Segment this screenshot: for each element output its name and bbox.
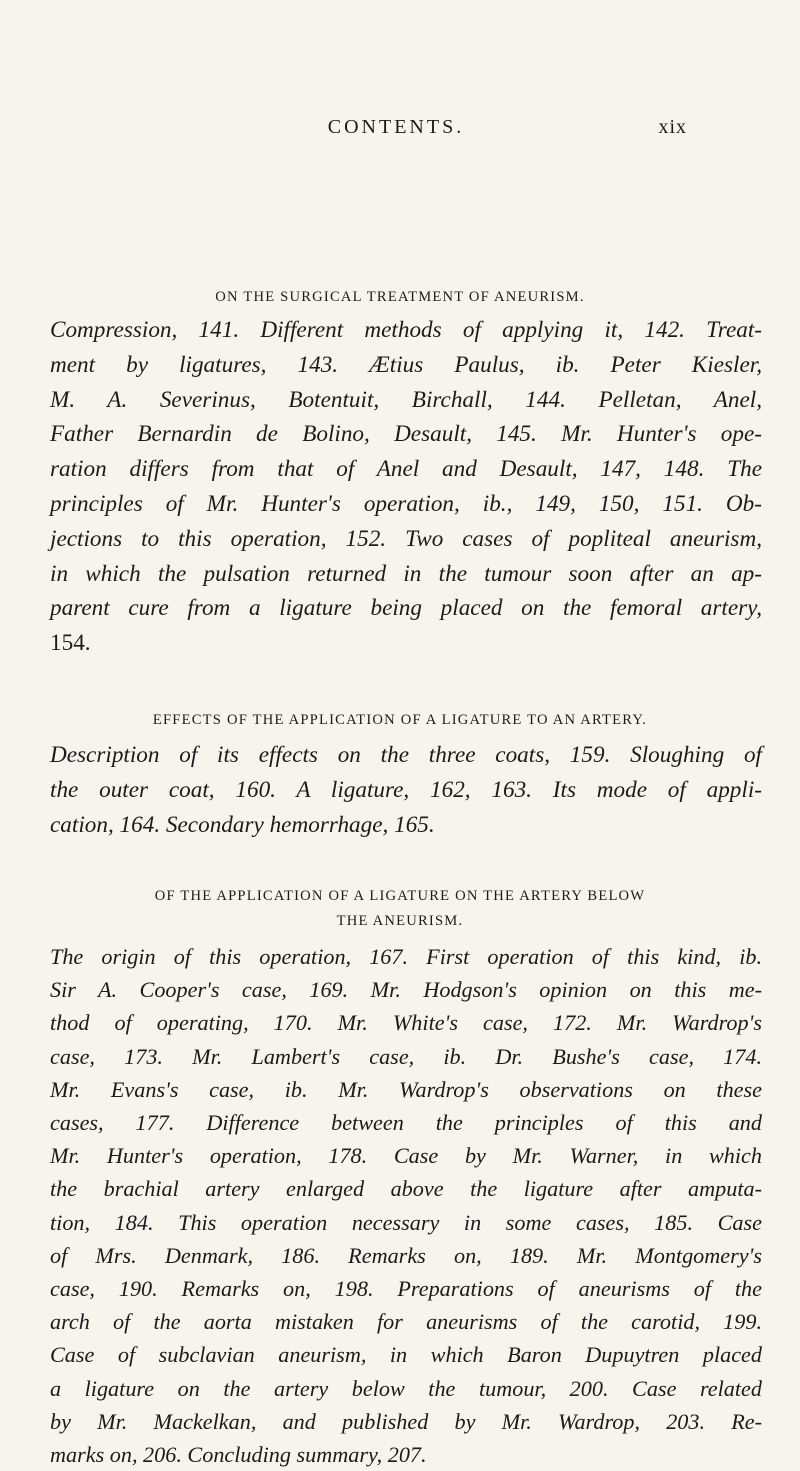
section-heading-ligature-below xyxy=(70,884,730,934)
text-line: parent cure from a ligature being placed on the femoral artery, xyxy=(50,595,762,622)
text-line: cases, 177. Difference between the principles of this and xyxy=(50,1110,762,1136)
text-line: Case of subclavian aneurism, in which Baron Dupuytren placed xyxy=(50,1342,762,1368)
text-line: in which the pulsation returned in the tumour soon after an ap- xyxy=(50,560,762,587)
text-line: 154. xyxy=(50,630,91,657)
section-heading-ligature-effects: EFFECTS OF THE APPLICATION OF A LIGATURE TO AN ARTERY. xyxy=(152,712,648,728)
section-body-surgical-treatment xyxy=(50,313,762,661)
section-heading-line: THE ANEURISM. xyxy=(336,913,464,929)
text-line: tion, 184. This operation necessary in some cases, 185. Case xyxy=(50,1209,762,1235)
text-line: ment by ligatures, 143. Ætius Paulus, ib. Peter Kiesler, xyxy=(50,351,762,378)
section-body-ligature-below xyxy=(50,940,762,1471)
text-line: case, 173. Mr. Lambert's case, ib. Dr. Bushe's case, 174. xyxy=(50,1043,762,1069)
text-line: Mr. Evans's case, ib. Mr. Wardrop's observations on these xyxy=(50,1076,762,1102)
text-line: The origin of this operation, 167. First operation of this kind, ib. xyxy=(50,944,762,969)
text-line: Father Bernardin de Bolino, Desault, 145. Mr. Hunter's ope- xyxy=(50,421,762,448)
section-heading-line: OF THE APPLICATION OF A LIGATURE ON THE ARTERY BELOW xyxy=(154,888,646,904)
running-title: CONTENTS. xyxy=(327,116,465,138)
text-line: a ligature on the artery below the tumour, 200. Case related xyxy=(50,1375,762,1401)
text-line: M. A. Severinus, Botentuit, Birchall, 144. Pelletan, Anel, xyxy=(50,386,762,413)
text-line: by Mr. Mackelkan, and published by Mr. Wardrop, 203. Re- xyxy=(50,1408,762,1434)
text-line: marks on, 206. Concluding summary, 207. xyxy=(50,1442,427,1468)
section-heading-surgical-treatment: ON THE SURGICAL TREATMENT OF ANEURISM. xyxy=(215,289,585,305)
running-head xyxy=(0,116,800,140)
text-line: thod of operating, 170. Mr. White's case, 172. Mr. Wardrop's xyxy=(50,1010,762,1036)
text-line: Description of its effects on the three coats, 159. Sloughing of xyxy=(50,742,762,768)
text-line: the brachial artery enlarged above the ligature after amputa- xyxy=(50,1176,762,1202)
text-line: Mr. Hunter's operation, 178. Case by Mr. Warner, in which xyxy=(50,1143,762,1169)
text-line: Compression, 141. Different methods of applying it, 142. Treat- xyxy=(50,317,762,343)
page-number: xix xyxy=(658,116,687,138)
text-line: ration differs from that of Anel and Desault, 147, 148. The xyxy=(50,456,762,483)
text-line: case, 190. Remarks on, 198. Preparations of aneurisms of the xyxy=(50,1276,762,1302)
text-line: Sir A. Cooper's case, 169. Mr. Hodgson's opinion on this me- xyxy=(50,977,762,1003)
text-line: cation, 164. Secondary hemorrhage, 165. xyxy=(50,811,435,838)
text-line: of Mrs. Denmark, 186. Remarks on, 189. Mr. Montgomery's xyxy=(50,1242,762,1268)
section-body-ligature-effects xyxy=(50,738,762,842)
text-line: arch of the aorta mistaken for aneurisms of the carotid, 199. xyxy=(50,1309,762,1335)
text-line: the outer coat, 160. A ligature, 162, 163. Its mode of appli- xyxy=(50,776,762,803)
text-line: principles of Mr. Hunter's operation, ib., 149, 150, 151. Ob- xyxy=(50,490,762,517)
text-line: jections to this operation, 152. Two cases of popliteal aneurism, xyxy=(50,525,762,552)
